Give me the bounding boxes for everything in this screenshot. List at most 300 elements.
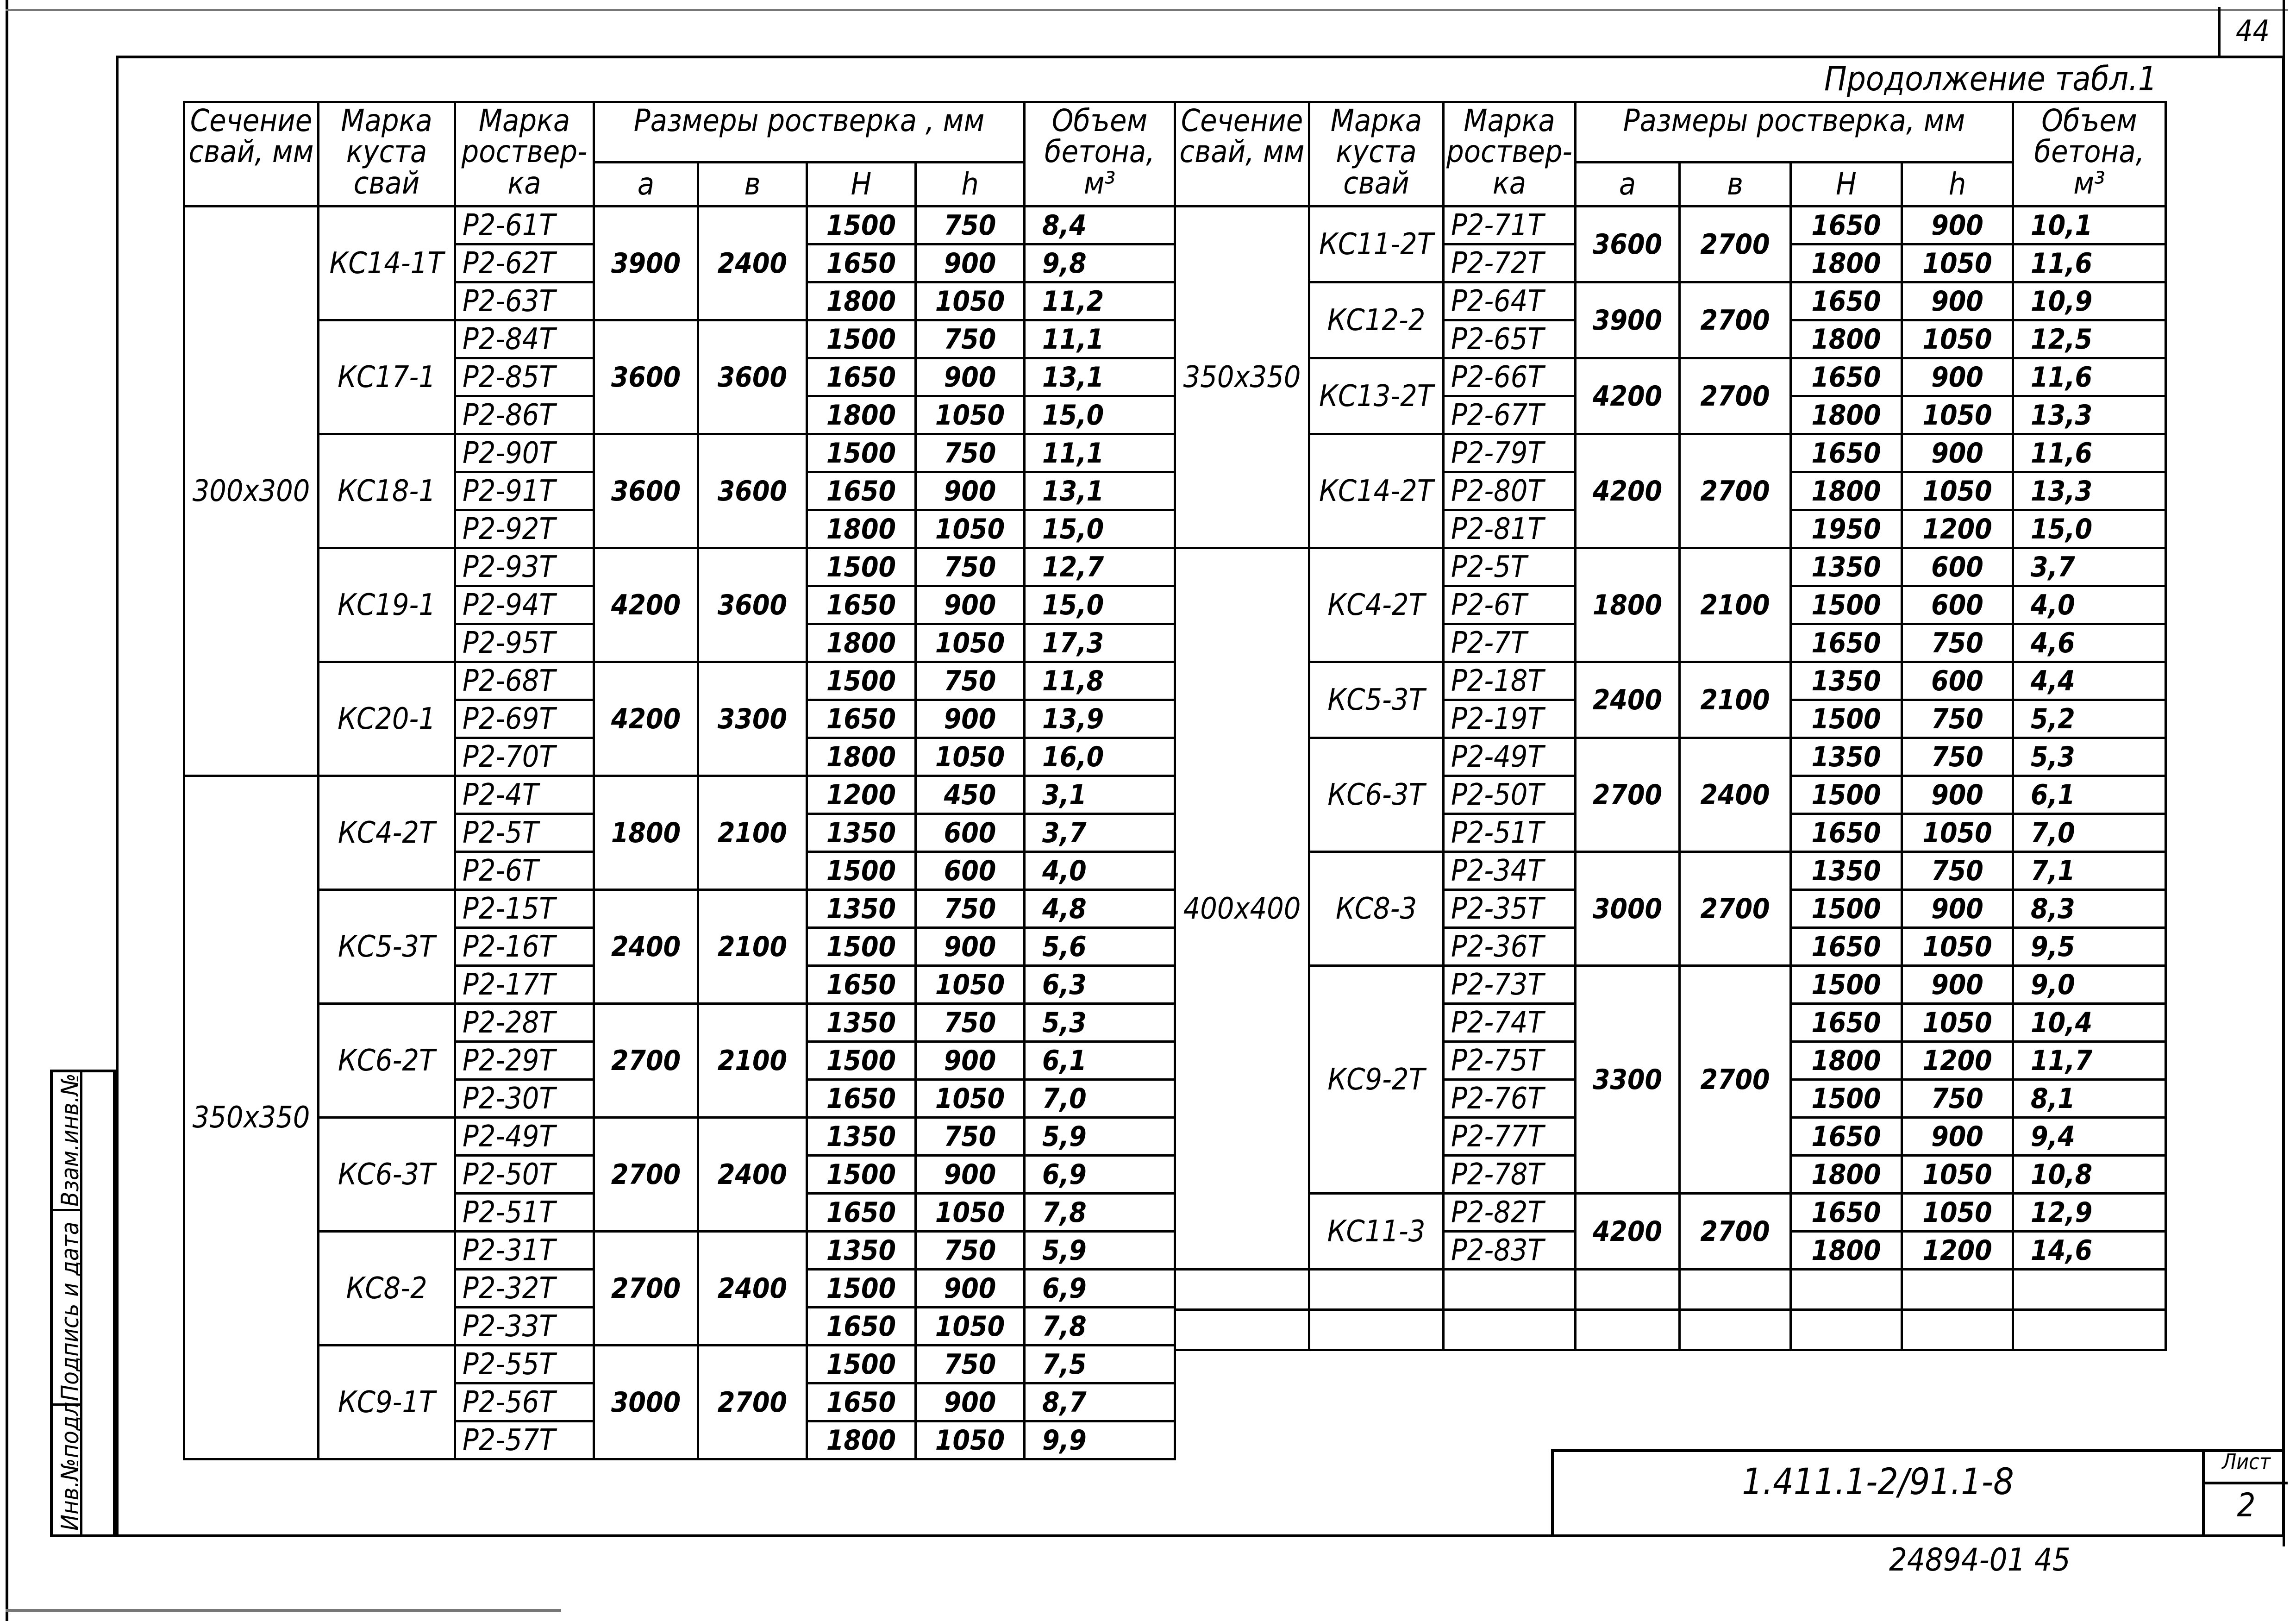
grillage-mark-cell: Р2-29Т — [455, 1042, 594, 1080]
dim-b-cell: 2400 — [698, 1118, 807, 1232]
dim-b-cell: 2100 — [698, 776, 807, 890]
dim-H-cell: 1650 — [1791, 358, 1902, 396]
grillage-mark-cell: Р2-79Т — [1444, 434, 1576, 472]
dim-h-cell: 1050 — [1902, 814, 2013, 852]
dim-a-cell: 4200 — [1576, 434, 1680, 548]
grillage-mark-cell: Р2-57Т — [455, 1421, 594, 1459]
dim-H-cell: 1650 — [807, 700, 916, 738]
dim-H-cell: 1800 — [1791, 320, 1902, 358]
grillage-mark-cell: Р2-93Т — [455, 548, 594, 586]
grillage-mark-cell: Р2-5Т — [1444, 548, 1576, 586]
bush-mark-cell: КС14-2Т — [1309, 434, 1444, 548]
sheet-edge-top — [6, 9, 2288, 11]
grillage-mark-cell: Р2-15Т — [455, 890, 594, 928]
volume-cell: 8,7 — [1025, 1383, 1175, 1421]
dim-a-cell: 3600 — [594, 320, 698, 434]
dim-H-cell: 1650 — [1791, 282, 1902, 320]
grillage-mark-cell: Р2-77Т — [1444, 1118, 1576, 1156]
volume-cell: 15,0 — [1025, 510, 1175, 548]
dim-b-cell: 2700 — [698, 1346, 807, 1459]
volume-cell: 9,0 — [2013, 966, 2166, 1004]
grillage-mark-cell: Р2-6Т — [455, 852, 594, 890]
inventory-strip — [50, 1070, 116, 1537]
dim-h-cell: 750 — [916, 548, 1025, 586]
volume-cell: 15,0 — [1025, 586, 1175, 624]
volume-cell: 11,6 — [2013, 358, 2166, 396]
volume-cell: 13,3 — [2013, 472, 2166, 510]
volume-cell: 4,6 — [2013, 624, 2166, 662]
grillage-mark-cell: Р2-31Т — [455, 1232, 594, 1270]
table-row — [1175, 548, 2166, 586]
dim-H-cell: 1650 — [1791, 1194, 1902, 1232]
grillage-mark-cell: Р2-81Т — [1444, 510, 1576, 548]
bush-mark-cell: КС4-2Т — [1309, 548, 1444, 662]
empty-cell — [1576, 1270, 1680, 1310]
sheet-number-box — [2202, 1449, 2288, 1537]
volume-cell: 8,1 — [2013, 1080, 2166, 1118]
header-dim-h: Н — [1791, 163, 1902, 207]
dim-a-cell: 1800 — [594, 776, 698, 890]
volume-cell: 3,7 — [1025, 814, 1175, 852]
dim-H-cell: 1650 — [1791, 1118, 1902, 1156]
volume-cell: 5,3 — [1025, 1004, 1175, 1042]
dim-b-cell: 2100 — [1680, 662, 1791, 738]
volume-cell: 6,1 — [2013, 776, 2166, 814]
dim-H-cell: 1650 — [807, 1383, 916, 1421]
dim-H-cell: 1800 — [807, 282, 916, 320]
dim-H-cell: 1500 — [1791, 776, 1902, 814]
volume-cell: 13,9 — [1025, 700, 1175, 738]
grillage-mark-cell: Р2-62Т — [455, 244, 594, 282]
grillage-mark-cell: Р2-95Т — [455, 624, 594, 662]
volume-cell: 10,8 — [2013, 1156, 2166, 1194]
dim-H-cell: 1800 — [807, 1421, 916, 1459]
dim-h-cell: 1050 — [916, 624, 1025, 662]
dim-H-cell: 1650 — [807, 966, 916, 1004]
header-dim-a: a — [594, 163, 698, 207]
dim-H-cell: 1500 — [807, 548, 916, 586]
volume-cell: 5,2 — [2013, 700, 2166, 738]
table-continuation-caption: Продолжение табл.1 — [1824, 59, 2157, 98]
archive-number: 24894-01 45 — [1889, 1542, 2071, 1578]
dim-h-cell: 1050 — [916, 282, 1025, 320]
bush-mark-cell: КС9-2Т — [1309, 966, 1444, 1194]
dim-h-cell: 600 — [1902, 662, 2013, 700]
dim-h-cell: 1050 — [1902, 472, 2013, 510]
table-row — [1175, 358, 2166, 396]
volume-cell: 6,9 — [1025, 1156, 1175, 1194]
dim-h-cell: 900 — [1902, 434, 2013, 472]
dim-h-cell: 900 — [1902, 966, 2013, 1004]
grillage-mark-cell: Р2-92Т — [455, 510, 594, 548]
dim-h-cell: 600 — [1902, 548, 2013, 586]
dim-b-cell: 2400 — [698, 207, 807, 320]
header-dim-h: h — [1902, 163, 2013, 207]
dim-a-cell: 3600 — [594, 434, 698, 548]
grillage-mark-cell: Р2-50Т — [455, 1156, 594, 1194]
dim-h-cell: 900 — [916, 472, 1025, 510]
pile-section-cell: 350х350 — [1175, 207, 1309, 548]
dim-h-cell: 900 — [916, 244, 1025, 282]
header-dim-h: h — [916, 163, 1025, 207]
empty-cell — [1175, 1270, 1309, 1310]
volume-cell: 15,0 — [1025, 396, 1175, 434]
bush-mark-cell: КС12-2 — [1309, 282, 1444, 358]
volume-cell: 15,0 — [2013, 510, 2166, 548]
volume-cell: 9,8 — [1025, 244, 1175, 282]
inventory-labels-column — [53, 1072, 82, 1534]
dim-H-cell: 1650 — [807, 1308, 916, 1346]
volume-cell: 11,8 — [1025, 662, 1175, 700]
dim-a-cell: 3900 — [1576, 282, 1680, 358]
dim-H-cell: 1950 — [1791, 510, 1902, 548]
volume-cell: 7,8 — [1025, 1194, 1175, 1232]
table-row — [184, 1232, 1175, 1270]
dim-H-cell: 1500 — [1791, 586, 1902, 624]
dim-b-cell: 2100 — [1680, 548, 1791, 662]
dim-h-cell: 1050 — [1902, 320, 2013, 358]
dim-H-cell: 1500 — [807, 434, 916, 472]
header-dimensions: Размеры ростверка , мм — [594, 102, 1025, 163]
dim-H-cell: 1650 — [1791, 1004, 1902, 1042]
table-row — [1175, 207, 2166, 244]
volume-cell: 6,1 — [1025, 1042, 1175, 1080]
dim-b-cell: 2400 — [698, 1232, 807, 1346]
bush-mark-cell: КС11-3 — [1309, 1194, 1444, 1270]
dim-a-cell: 2700 — [594, 1232, 698, 1346]
dim-b-cell: 2700 — [1680, 282, 1791, 358]
empty-cell — [1680, 1270, 1791, 1310]
table-row — [184, 1004, 1175, 1042]
bush-mark-cell: КС11-2Т — [1309, 207, 1444, 282]
dim-H-cell: 1350 — [1791, 852, 1902, 890]
grillage-mark-cell: Р2-28Т — [455, 1004, 594, 1042]
table-row — [1175, 662, 2166, 700]
dim-H-cell: 1650 — [807, 1080, 916, 1118]
header-grillage: Марка роствер- ка — [455, 102, 594, 207]
grillage-mark-cell: Р2-69Т — [455, 700, 594, 738]
replace-inv-cell — [53, 1072, 82, 1211]
dim-H-cell: 1650 — [807, 1194, 916, 1232]
header-dim-a: a — [1576, 163, 1680, 207]
table-row — [184, 1346, 1175, 1383]
grillage-mark-cell: Р2-4Т — [455, 776, 594, 814]
table-row — [184, 548, 1175, 586]
bush-mark-cell: КС4-2Т — [319, 776, 455, 890]
dim-h-cell: 600 — [916, 814, 1025, 852]
pile-section-cell: 400х400 — [1175, 548, 1309, 1270]
volume-cell: 12,5 — [2013, 320, 2166, 358]
sign-date-cell — [53, 1211, 82, 1406]
inv-no-label: Инв.№подл. — [56, 1395, 84, 1531]
table-row — [1175, 966, 2166, 1004]
dim-b-cell: 2700 — [1680, 966, 1791, 1194]
dim-h-cell: 750 — [1902, 700, 2013, 738]
pile-section-cell: 350х350 — [184, 776, 319, 1459]
dim-h-cell: 600 — [916, 852, 1025, 890]
dim-h-cell: 900 — [916, 1156, 1025, 1194]
empty-cell — [2013, 1270, 2166, 1310]
grillage-mark-cell: Р2-86Т — [455, 396, 594, 434]
dim-h-cell: 750 — [1902, 738, 2013, 776]
empty-cell — [1902, 1270, 2013, 1310]
replace-inv-label: Взам.инв.№ — [56, 1073, 84, 1207]
dim-H-cell: 1800 — [807, 738, 916, 776]
dim-b-cell: 3600 — [698, 548, 807, 662]
dim-a-cell: 1800 — [1576, 548, 1680, 662]
header-dimensions: Размеры ростверка, мм — [1576, 102, 2013, 163]
grillage-mark-cell: Р2-16Т — [455, 928, 594, 966]
header-bush: Марка куста свай — [1309, 102, 1444, 207]
grillage-mark-cell: Р2-7Т — [1444, 624, 1576, 662]
dim-h-cell: 1050 — [1902, 1004, 2013, 1042]
dim-H-cell: 1650 — [807, 244, 916, 282]
volume-cell: 7,8 — [1025, 1308, 1175, 1346]
dim-a-cell: 4200 — [594, 548, 698, 662]
grillage-mark-cell: Р2-17Т — [455, 966, 594, 1004]
dim-h-cell: 1050 — [1902, 244, 2013, 282]
dim-h-cell: 900 — [916, 700, 1025, 738]
dim-b-cell: 3600 — [698, 320, 807, 434]
grillage-mark-cell: Р2-74Т — [1444, 1004, 1576, 1042]
volume-cell: 12,7 — [1025, 548, 1175, 586]
volume-cell: 13,3 — [2013, 396, 2166, 434]
dim-h-cell: 900 — [916, 1383, 1025, 1421]
volume-cell: 7,5 — [1025, 1346, 1175, 1383]
grillage-mark-cell: Р2-6Т — [1444, 586, 1576, 624]
dim-b-cell: 2700 — [1680, 358, 1791, 434]
dim-H-cell: 1800 — [1791, 1232, 1902, 1270]
grillage-mark-cell: Р2-64Т — [1444, 282, 1576, 320]
empty-cell — [1309, 1270, 1444, 1310]
volume-cell: 9,9 — [1025, 1421, 1175, 1459]
dim-H-cell: 1500 — [807, 1270, 916, 1308]
table-row — [1175, 1194, 2166, 1232]
volume-cell: 14,6 — [2013, 1232, 2166, 1270]
empty-cell — [1791, 1310, 1902, 1350]
dim-b-cell: 2700 — [1680, 1194, 1791, 1270]
dim-H-cell: 1500 — [807, 928, 916, 966]
dim-h-cell: 1050 — [916, 1308, 1025, 1346]
sheet-label: Лист — [2205, 1449, 2288, 1484]
dim-H-cell: 1500 — [807, 662, 916, 700]
bush-mark-cell: КС6-3Т — [319, 1118, 455, 1232]
volume-cell: 5,3 — [2013, 738, 2166, 776]
dim-h-cell: 750 — [1902, 1080, 2013, 1118]
volume-cell: 11,2 — [1025, 282, 1175, 320]
volume-cell: 9,4 — [2013, 1118, 2166, 1156]
empty-cell — [1309, 1310, 1444, 1350]
dim-H-cell: 1500 — [1791, 966, 1902, 1004]
volume-cell: 5,9 — [1025, 1232, 1175, 1270]
dim-h-cell: 1050 — [1902, 1156, 2013, 1194]
dim-H-cell: 1650 — [1791, 624, 1902, 662]
dim-h-cell: 750 — [916, 320, 1025, 358]
table-row — [184, 320, 1175, 358]
grillage-mark-cell: Р2-51Т — [1444, 814, 1576, 852]
dim-h-cell: 900 — [916, 1042, 1025, 1080]
volume-cell: 10,4 — [2013, 1004, 2166, 1042]
dim-H-cell: 1800 — [1791, 472, 1902, 510]
header-row — [1175, 102, 2166, 163]
left-table — [183, 101, 1176, 1460]
volume-cell: 8,3 — [2013, 890, 2166, 928]
dim-h-cell: 1050 — [916, 966, 1025, 1004]
dim-h-cell: 900 — [1902, 1118, 2013, 1156]
volume-cell: 5,6 — [1025, 928, 1175, 966]
table-row — [184, 890, 1175, 928]
header-dim-h: Н — [807, 163, 916, 207]
table-row — [1175, 434, 2166, 472]
grillage-mark-cell: Р2-35Т — [1444, 890, 1576, 928]
sheet-edge-left — [6, 0, 8, 1621]
header-bush: Марка куста свай — [319, 102, 455, 207]
inv-no-cell — [53, 1395, 84, 1534]
empty-cell — [1902, 1310, 2013, 1350]
grillage-mark-cell: Р2-55Т — [455, 1346, 594, 1383]
volume-cell: 3,7 — [2013, 548, 2166, 586]
volume-cell: 4,8 — [1025, 890, 1175, 928]
dim-H-cell: 1350 — [807, 1004, 916, 1042]
grillage-mark-cell: Р2-33Т — [455, 1308, 594, 1346]
dim-h-cell: 1050 — [916, 510, 1025, 548]
grillage-mark-cell: Р2-19Т — [1444, 700, 1576, 738]
grillage-mark-cell: Р2-49Т — [1444, 738, 1576, 776]
volume-cell: 7,0 — [1025, 1080, 1175, 1118]
dim-h-cell: 900 — [916, 1270, 1025, 1308]
dim-h-cell: 1050 — [916, 396, 1025, 434]
grillage-mark-cell: Р2-5Т — [455, 814, 594, 852]
table-row — [1175, 852, 2166, 890]
dim-b-cell: 2100 — [698, 1004, 807, 1118]
dim-H-cell: 1500 — [807, 1346, 916, 1383]
volume-cell: 10,1 — [2013, 207, 2166, 244]
table-row — [1175, 738, 2166, 776]
bush-mark-cell: КС5-3Т — [319, 890, 455, 1004]
dim-H-cell: 1500 — [1791, 1080, 1902, 1118]
grillage-mark-cell: Р2-51Т — [455, 1194, 594, 1232]
header-volume: Объем бетона, м³ — [1025, 102, 1175, 207]
table-row — [184, 434, 1175, 472]
dim-a-cell: 3000 — [594, 1346, 698, 1459]
dim-h-cell: 900 — [916, 586, 1025, 624]
grillage-mark-cell: Р2-61Т — [455, 207, 594, 244]
dim-h-cell: 1050 — [916, 738, 1025, 776]
dim-H-cell: 1350 — [1791, 738, 1902, 776]
grillage-mark-cell: Р2-83Т — [1444, 1232, 1576, 1270]
volume-cell: 4,0 — [2013, 586, 2166, 624]
bush-mark-cell: КС14-1Т — [319, 207, 455, 320]
dim-a-cell: 4200 — [1576, 1194, 1680, 1270]
volume-cell: 11,6 — [2013, 244, 2166, 282]
dim-b-cell: 2700 — [1680, 852, 1791, 966]
dim-H-cell: 1650 — [807, 586, 916, 624]
table-row — [184, 207, 1175, 244]
table-row — [184, 1118, 1175, 1156]
grillage-mark-cell: Р2-67Т — [1444, 396, 1576, 434]
dim-a-cell: 2700 — [594, 1004, 698, 1118]
dim-H-cell: 1800 — [807, 624, 916, 662]
title-block — [1551, 1449, 2285, 1537]
dim-h-cell: 900 — [1902, 776, 2013, 814]
header-volume: Объем бетона, м³ — [2013, 102, 2166, 207]
grillage-mark-cell: Р2-30Т — [455, 1080, 594, 1118]
volume-cell: 9,5 — [2013, 928, 2166, 966]
sheet-number: 2 — [2237, 1486, 2256, 1524]
pile-section-cell: 300х300 — [184, 207, 319, 776]
bush-mark-cell: КС8-2 — [319, 1232, 455, 1346]
volume-cell: 6,3 — [1025, 966, 1175, 1004]
grillage-mark-cell: Р2-18Т — [1444, 662, 1576, 700]
dim-H-cell: 1650 — [1791, 207, 1902, 244]
grillage-mark-cell: Р2-49Т — [455, 1118, 594, 1156]
dim-h-cell: 750 — [916, 1118, 1025, 1156]
volume-cell: 11,6 — [2013, 434, 2166, 472]
header-grillage: Марка роствер- ка — [1444, 102, 1576, 207]
volume-cell: 11,7 — [2013, 1042, 2166, 1080]
header-dim-b: в — [1680, 163, 1791, 207]
grillage-mark-cell: Р2-73Т — [1444, 966, 1576, 1004]
empty-row — [1175, 1310, 2166, 1350]
dim-H-cell: 1500 — [807, 1156, 916, 1194]
dim-h-cell: 750 — [916, 1232, 1025, 1270]
dim-H-cell: 1350 — [1791, 662, 1902, 700]
volume-cell: 7,1 — [2013, 852, 2166, 890]
volume-cell: 13,1 — [1025, 472, 1175, 510]
bush-mark-cell: КС6-2Т — [319, 1004, 455, 1118]
volume-cell: 17,3 — [1025, 624, 1175, 662]
dim-H-cell: 1350 — [807, 814, 916, 852]
volume-cell: 11,1 — [1025, 320, 1175, 358]
page-number: 44 — [2218, 7, 2285, 56]
volume-cell: 7,0 — [2013, 814, 2166, 852]
dim-H-cell: 1800 — [807, 510, 916, 548]
grillage-mark-cell: Р2-71Т — [1444, 207, 1576, 244]
dim-h-cell: 750 — [916, 434, 1025, 472]
empty-cell — [1791, 1270, 1902, 1310]
dim-b-cell: 2700 — [1680, 434, 1791, 548]
dim-h-cell: 900 — [916, 928, 1025, 966]
dim-h-cell: 1050 — [1902, 396, 2013, 434]
volume-cell: 3,1 — [1025, 776, 1175, 814]
dim-H-cell: 1500 — [807, 320, 916, 358]
dim-b-cell: 2400 — [1680, 738, 1791, 852]
dim-H-cell: 1500 — [1791, 700, 1902, 738]
dim-h-cell: 600 — [1902, 586, 2013, 624]
bush-mark-cell: КС20-1 — [319, 662, 455, 776]
dim-h-cell: 750 — [916, 1004, 1025, 1042]
volume-cell: 8,4 — [1025, 207, 1175, 244]
dim-h-cell: 900 — [1902, 890, 2013, 928]
dim-a-cell: 4200 — [594, 662, 698, 776]
grillage-mark-cell: Р2-91Т — [455, 472, 594, 510]
dim-h-cell: 1050 — [916, 1421, 1025, 1459]
empty-cell — [1444, 1270, 1576, 1310]
table-row — [1175, 282, 2166, 320]
dim-h-cell: 1050 — [1902, 928, 2013, 966]
dim-a-cell: 3600 — [1576, 207, 1680, 282]
grillage-mark-cell: Р2-84Т — [455, 320, 594, 358]
empty-cell — [1175, 1310, 1309, 1350]
dim-b-cell: 2100 — [698, 890, 807, 1004]
dim-h-cell: 900 — [1902, 282, 2013, 320]
grillage-mark-cell: Р2-70Т — [455, 738, 594, 776]
volume-cell: 4,4 — [2013, 662, 2166, 700]
header-row — [184, 102, 1175, 163]
header-section: Сечение свай, мм — [184, 102, 319, 207]
dim-a-cell: 2400 — [594, 890, 698, 1004]
volume-cell: 10,9 — [2013, 282, 2166, 320]
